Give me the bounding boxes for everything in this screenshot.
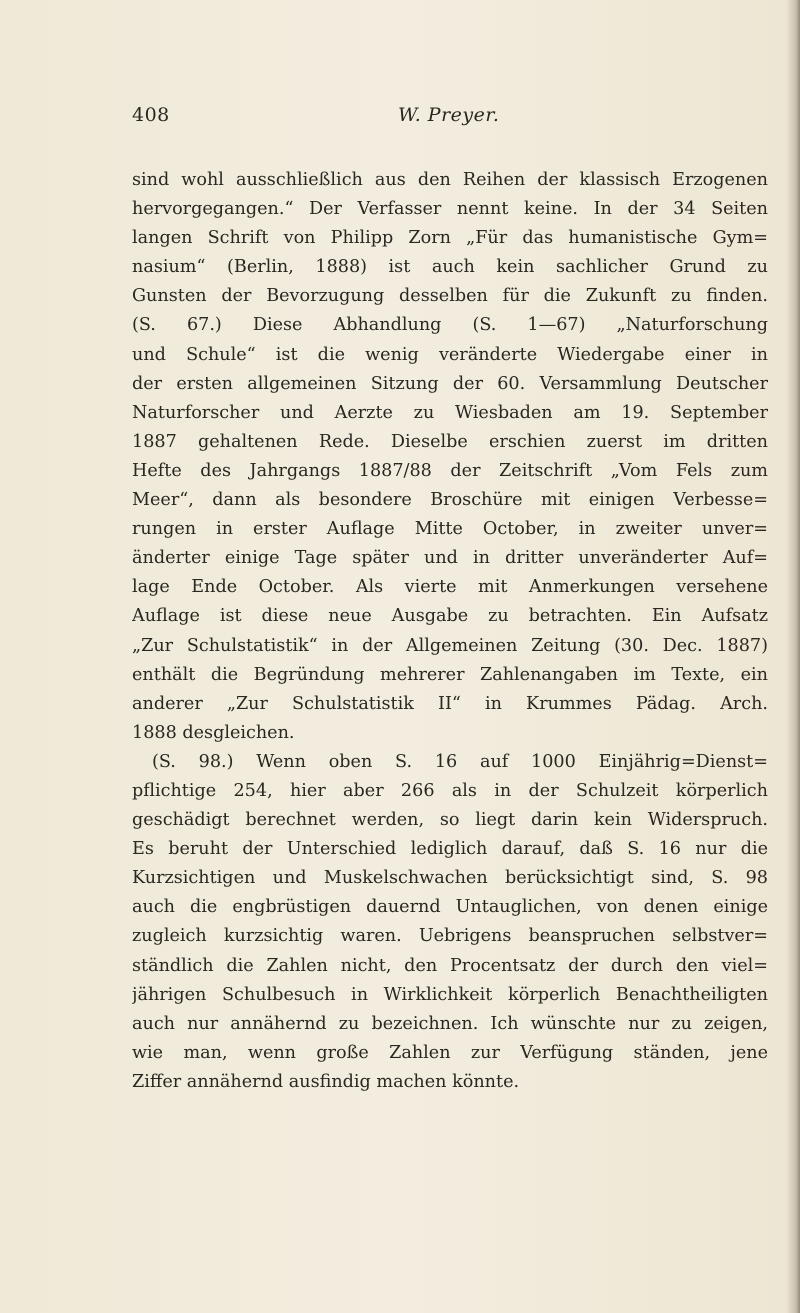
text-line: auch die engbrüstigen dauernd Untauglichen, von denen einige: [132, 897, 768, 918]
text-line: (S. 98.) Wenn oben S. 16 auf 1000 Einjährig=Dienst=: [152, 751, 768, 772]
text-line: enthält die Begründung mehrerer Zahlenangaben im Texte, ein: [132, 664, 768, 685]
text-line: rungen in erster Auflage Mitte October, in zweiter unver=: [132, 519, 768, 540]
text-line: Gunsten der Bevorzugung desselben für die Zukunft zu finden.: [132, 286, 768, 307]
page-header: [132, 104, 768, 134]
text-line: lage Ende October. Als vierte mit Anmerkungen versehene: [132, 577, 768, 598]
text-line: 1887 gehaltenen Rede. Dieselbe erschien zuerst im dritten: [132, 431, 768, 452]
text-line: pflichtige 254, hier aber 266 als in der Schulzeit körperlich: [132, 780, 768, 801]
running-head: W. Preyer.: [398, 104, 500, 126]
text-line: und Schule“ ist die wenig veränderte Wiedergabe einer in: [132, 344, 768, 365]
text-line: jährigen Schulbesuch in Wirklichkeit körperlich Benachtheiligten: [132, 984, 768, 1005]
text-line: nasium“ (Berlin, 1888) ist auch kein sachlicher Grund zu: [132, 257, 768, 278]
text-line: änderter einige Tage später und in dritter unveränderter Auf=: [132, 548, 768, 569]
text-line: auch nur annähernd zu bezeichnen. Ich wünschte nur zu zeigen,: [132, 1013, 768, 1034]
text-line: langen Schrift von Philipp Zorn „Für das humanistische Gym=: [132, 228, 768, 249]
text-line: ständlich die Zahlen nicht, den Procentsatz der durch den viel=: [132, 955, 768, 976]
text-line: „Zur Schulstatistik“ in der Allgemeinen Zeitung (30. Dec. 1887): [132, 635, 768, 656]
text-line: Hefte des Jahrgangs 1887/88 der Zeitschrift „Vom Fels zum: [132, 460, 768, 481]
text-line: Kurzsichtigen und Muskelschwachen berücksichtigt sind, S. 98: [132, 868, 768, 889]
text-line: der ersten allgemeinen Sitzung der 60. Versammlung Deutscher: [132, 373, 768, 394]
text-line: Naturforscher und Aerzte zu Wiesbaden am 19. September: [132, 402, 768, 423]
text-line: Ziffer annähernd ausfindig machen könnte.: [132, 1071, 520, 1092]
text-line: 1888 desgleichen.: [132, 722, 295, 743]
text-line: (S. 67.) Diese Abhandlung (S. 1—67) „Naturforschung: [132, 315, 768, 336]
text-line: geschädigt berechnet werden, so liegt darin kein Widerspruch.: [132, 810, 768, 831]
page-edge-shadow: [786, 0, 800, 1313]
text-line: hervorgegangen.“ Der Verfasser nennt keine. In der 34 Seiten: [132, 199, 768, 220]
text-line: sind wohl ausschließlich aus den Reihen der klassisch Erzogenen: [132, 170, 768, 190]
body-text: [132, 166, 768, 1097]
text-line: wie man, wenn große Zahlen zur Verfügung ständen, jene: [132, 1042, 768, 1063]
text-line: zugleich kurzsichtig waren. Uebrigens beanspruchen selbstver=: [132, 926, 768, 947]
text-line: Es beruht der Unterschied lediglich darauf, daß S. 16 nur die: [132, 839, 768, 860]
text-line: Auflage ist diese neue Ausgabe zu betrachten. Ein Aufsatz: [132, 606, 768, 627]
text-line: Meer“, dann als besondere Broschüre mit einigen Verbesse=: [132, 490, 768, 511]
text-line: anderer „Zur Schulstatistik II“ in Krummes Pädag. Arch.: [132, 693, 768, 714]
page-number: 408: [132, 104, 170, 126]
